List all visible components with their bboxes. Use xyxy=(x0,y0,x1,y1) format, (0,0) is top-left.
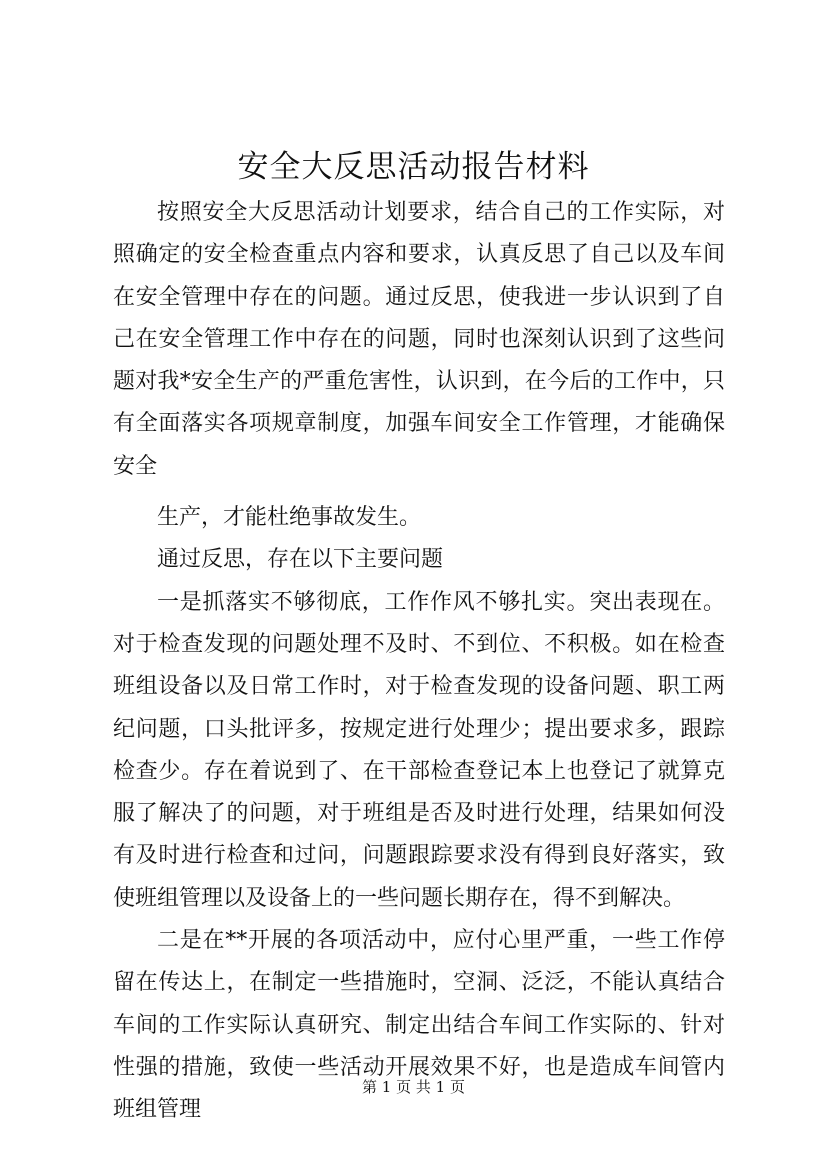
paragraph-4: 一是抓落实不够彻底，工作作风不够扎实。突出表现在。对于检查发现的问题处理不及时、不到位、不积极。如在检查班组设备以及日常工作时，对于检查发现的设备问题、职工两纪问题，口头批评多，按规定进行处理少；提出要求多，跟踪检查少。存在着说到了、在干部检查登记本上也登记了就算克服了解决了的问题，对于班组是否及时进行处理，结果如何没有及时进行检查和过问，问题跟踪要求没有得到良好落实，致使班组管理以及设备上的一些问题长期存在，得不到解决。 xyxy=(113,589,725,911)
document-title: 安全大反思活动报告材料 xyxy=(237,149,590,185)
page-footer: 第 1 页 共 1 页 xyxy=(362,1078,465,1096)
paragraph-3: 通过反思，存在以下主要问题 xyxy=(157,547,444,573)
paragraph-1: 按照安全大反思活动计划要求，结合自己的工作实际，对照确定的安全检查重点内容和要求，认真反思了自己以及车间在安全管理中存在的问题。通过反思，使我进一步认识到了自己在安全管理工作中存在的问题，同时也深刻认识到了这些问题对我*安全生产的严重危害性，认识到，在今后的工作中，只有全面落实各项规章制度，加强车间安全工作管理，才能确保安全 xyxy=(113,200,725,479)
paragraph-5: 二是在**开展的各项活动中，应付心里严重，一些工作停留在传达上，在制定一些措施时，空洞、泛泛，不能认真结合车间的工作实际认真研究、制定出结合车间工作实际的、针对性强的措施，致使一些活动开展效果不好，也是造成车间管内班组管理 xyxy=(113,928,725,1123)
paragraph-2: 生产，才能杜绝事故发生。 xyxy=(157,505,422,531)
document-body xyxy=(113,192,725,1132)
